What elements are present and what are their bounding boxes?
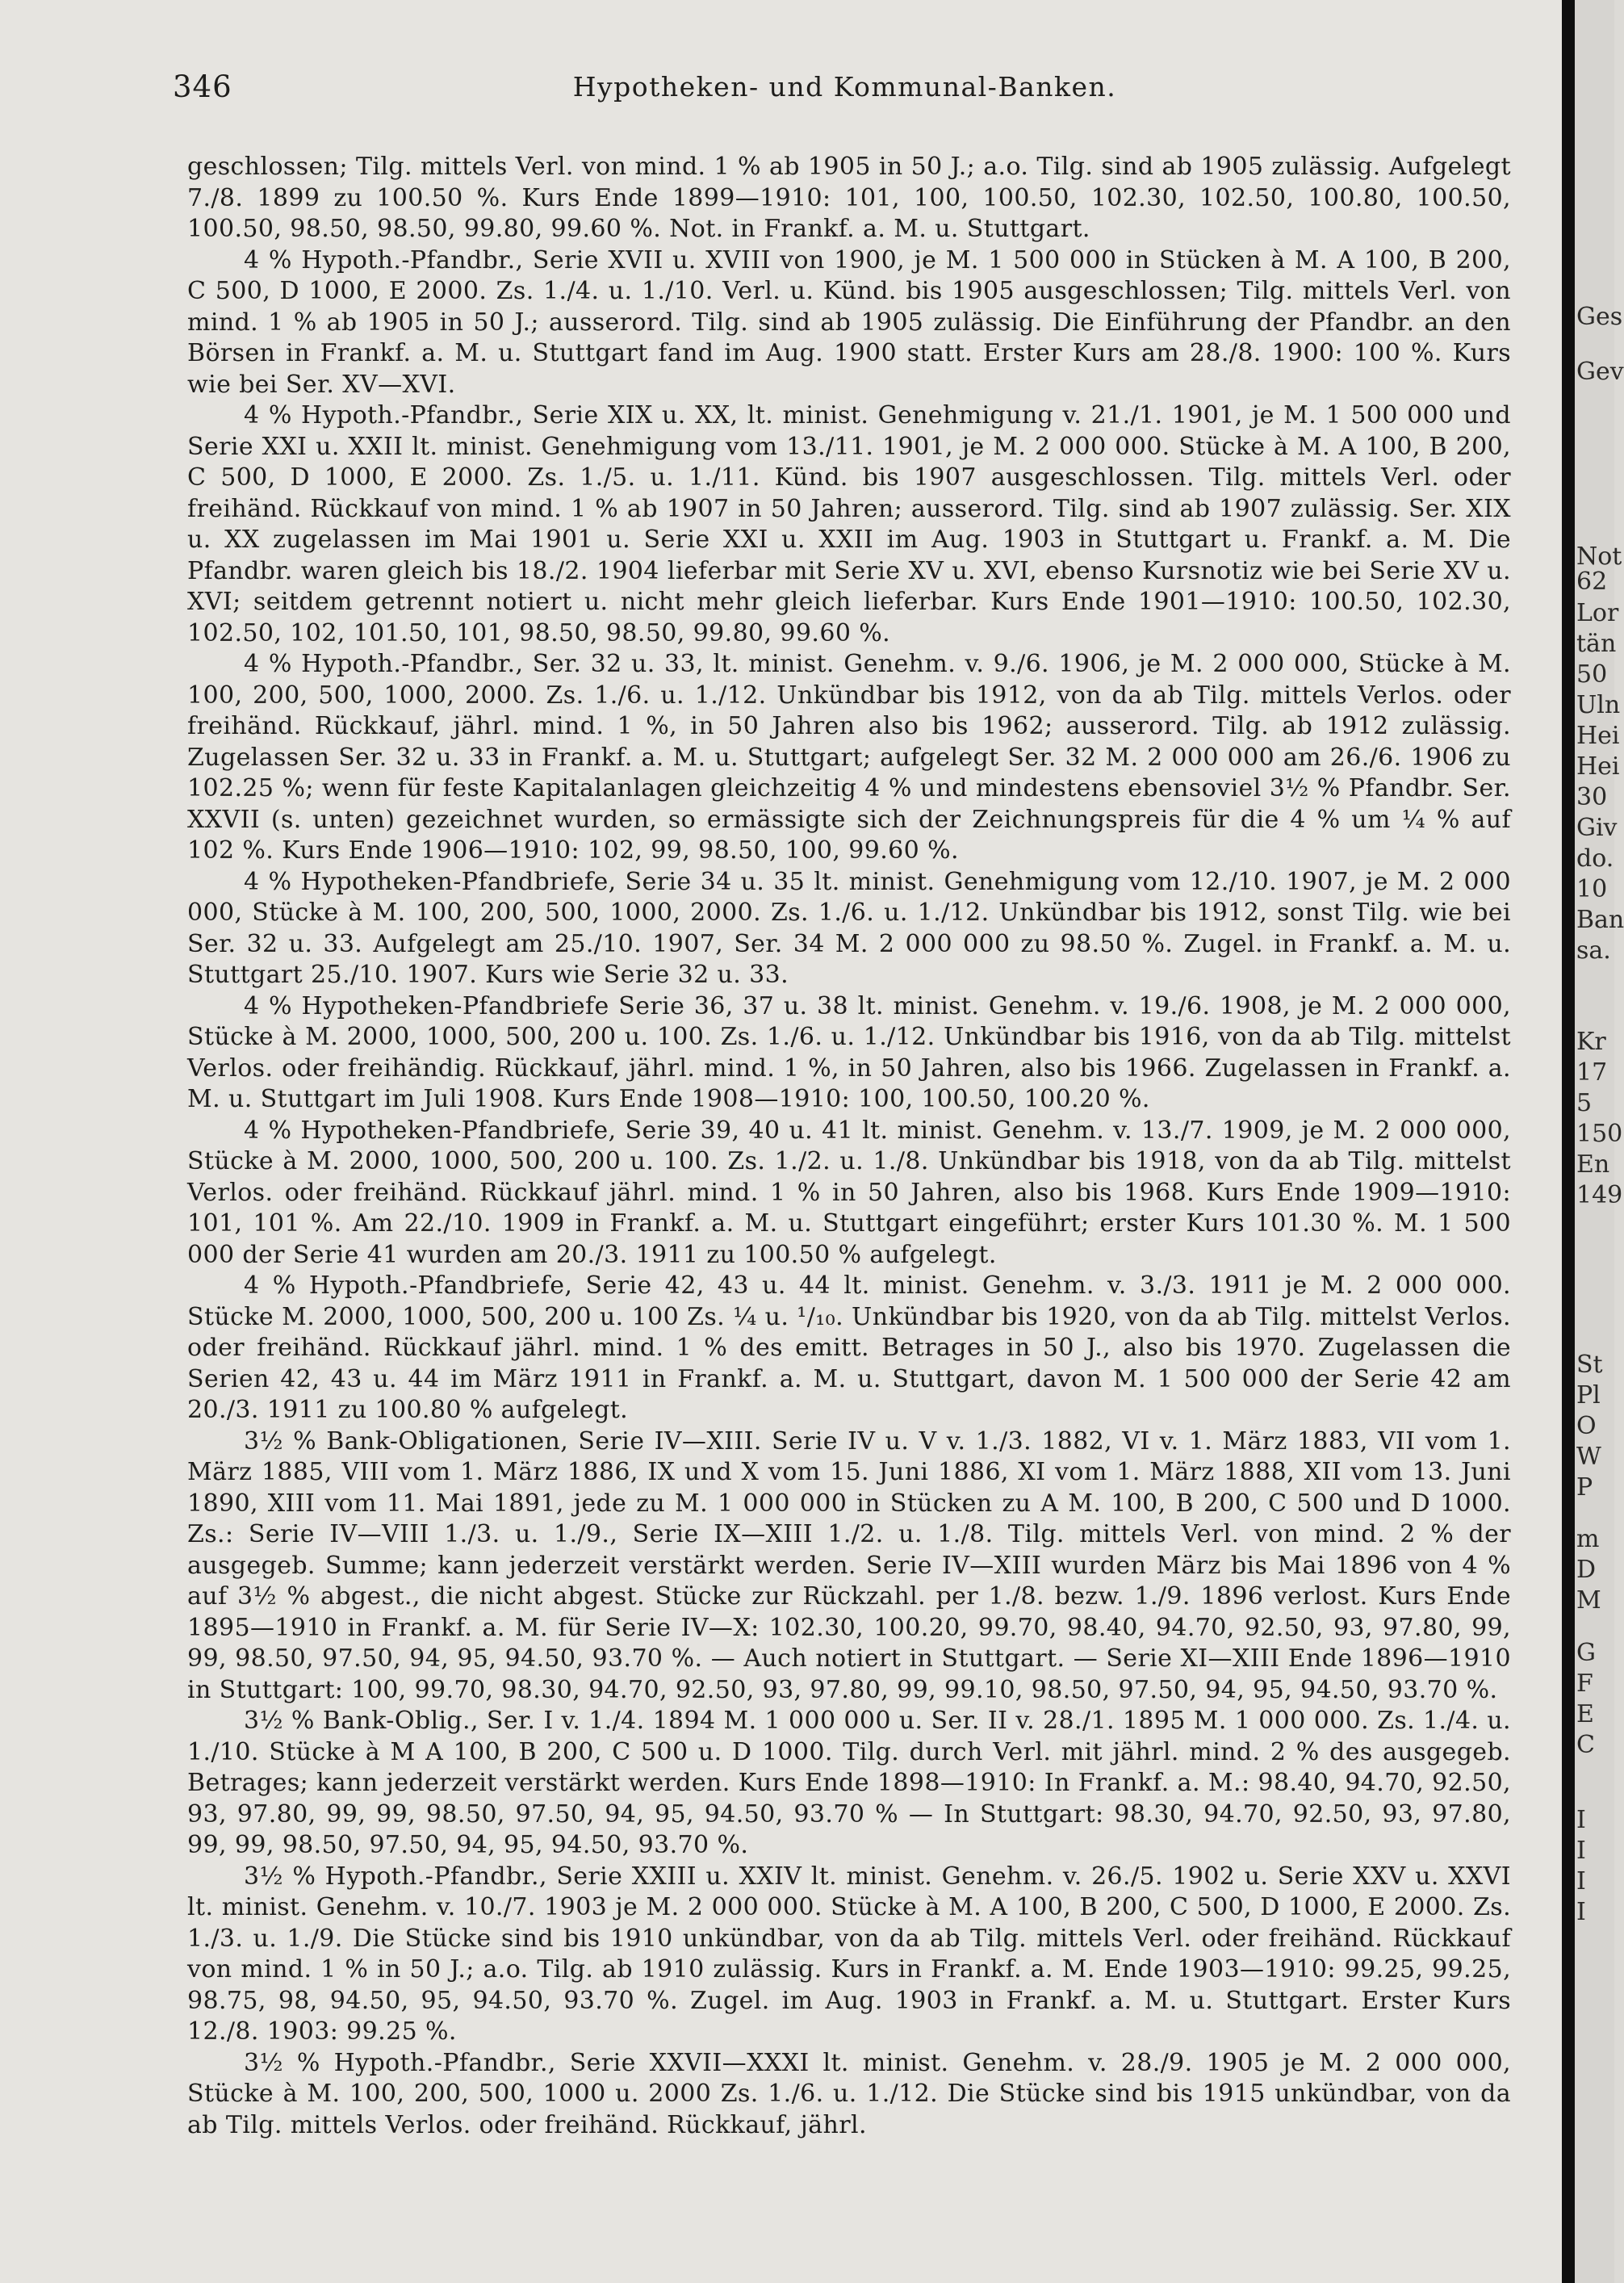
paragraph-bank-obligationen-iv-xiii: 3½ % Bank-Obligationen, Serie IV—XIII. Serie IV u. V v. 1./3. 1882, VI v. 1. März 1883, VII vom 1. März 1885, VIII vom 1. März 1886, IX und X vom 15. Juni 1886, XI vom 1. März 1888, XII vom 13. Juni 1890, XIII vom 11. Mai 1891, jede zu M. 1 000 000 in Stücken zu A M. 100, B 200, C 500 und D 1000. Zs.: Serie IV—VIII 1./3. u. 1./9., Serie IX—XIII 1./2. u. 1./8. Tilg. mittels Verl. von mind. 2 % der ausgegeb. Summe; kann jederzeit verstärkt werden. Serie IV—XIII wurden März bis Mai 1896 von 4 % auf 3½ % abgest., die nicht abgest. Stücke zur Rückzahl. per 1./8. bezw. 1./9. 1896 verlost. Kurs Ende 1895—1910 in Frankf. a. M. für Serie IV—X: 102.30, 100.20, 99.70, 98.40, 94.70, 92.50, 93, 97.80, 99, 99, 98.50, 97.50, 94, 95, 94.50, 93.70 %. — Auch notiert in Stuttgart. — Serie XI—XIII Ende 1896—1910 in Stuttgart: 100, 99.70, 98.30, 94.70, 92.50, 93, 97.80, 99, 99.10, 98.50, 97.50, 94, 95, 94.50, 93.70 %. [187,1426,1511,1704]
adjacent-fragment: I [1576,1898,1586,1926]
adjacent-fragment: Lor [1576,599,1619,627]
running-title: Hypotheken- und Kommunal-Banken. [572,71,1117,103]
adjacent-fragment: En [1576,1150,1610,1179]
adjacent-fragment: I [1576,1867,1586,1896]
paragraph-ser-32-33: 4 % Hypoth.-Pfandbr., Ser. 32 u. 33, lt. minist. Genehm. v. 9./6. 1906, je M. 2 000 000, Stücke à M. 100, 200, 500, 1000, 2000. Zs. 1./6. u. 1./12. Unkündbar bis 1912, von da ab Tilg. mittels Verlos. oder freihänd. Rückkauf, jährl. mind. 1 %, in 50 Jahren also bis 1962; ausserord. Tilg. ab 1912 zulässig. Zugelassen Ser. 32 u. 33 in Frankf. a. M. u. Stuttgart; aufgelegt Ser. 32 M. 2 000 000 am 26./6. 1906 zu 102.25 %; wenn für feste Kapitalanlagen gleichzeitig 4 % und mindestens ebensoviel 3½ % Pfandbr. Ser. XXVII (s. unten) gezeichnet wurden, so ermässigte sich der Zeichnungspreis für die 4 % um ¼ % auf 102 %. Kurs Ende 1906—1910: 102, 99, 98.50, 100, 99.60 %. [187,650,1511,865]
adjacent-fragment: Kr [1576,1028,1606,1056]
adjacent-fragment: St [1576,1351,1603,1379]
paragraph-ser-xvii-xviii: 4 % Hypoth.-Pfandbr., Serie XVII u. XVIII von 1900, je M. 1 500 000 in Stücken à M. A 100, B 200, C 500, D 1000, E 2000. Zs. 1./4. u. 1./10. Verl. u. Künd. bis 1905 ausgeschlossen; Tilg. mittels Verl. von mind. 1 % ab 1905 in 50 J.; ausserord. Tilg. sind ab 1905 zulässig. Die Einführung der Pfandbr. an den Börsen in Frankf. a. M. u. Stuttgart fand im Aug. 1900 statt. Erster Kurs am 28./8. 1900: 100 %. Kurs wie bei Ser. XV—XVI. [187,245,1511,399]
adjacent-fragment: E [1576,1700,1594,1728]
paragraph-bank-oblig-i-ii: 3½ % Bank-Oblig., Ser. I v. 1./4. 1894 M. 1 000 000 u. Ser. II v. 28./1. 1895 M. 1 000 000. Zs. 1./4. u. 1./10. Stücke à M A 100, B 200, C 500 u. D 1000. Tilg. durch Verl. mit jährl. mind. 2 % des ausgegeb. Betrages; kann jederzeit verstärkt werden. Kurs Ende 1898—1910: In Frankf. a. M.: 98.40, 94.70, 92.50, 93, 97.80, 99, 99, 98.50, 97.50, 94, 95, 94.50, 93.70 % — In Stuttgart: 98.30, 94.70, 92.50, 93, 97.80, 99, 99, 98.50, 97.50, 94, 95, 94.50, 93.70 %. [187,1707,1511,1859]
paragraph-ser-34-35: 4 % Hypotheken-Pfandbriefe, Serie 34 u. 35 lt. minist. Genehmigung vom 12./10. 1907, je M. 2 000 000, Stücke à M. 100, 200, 500, 1000, 2000. Zs. 1./6. u. 1./12. Unkündbar bis 1912, sonst Tilg. wie bei Ser. 32 u. 33. Aufgelegt am 25./10. 1907, Ser. 34 M. 2 000 000 zu 98.50 %. Zugel. in Frankf. a. M. u. Stuttgart 25./10. 1907. Kurs wie Serie 32 u. 33. [187,867,1511,989]
page-header [173,69,1517,105]
adjacent-fragment: 149 [1576,1181,1623,1209]
paragraph-continuation: geschlossen; Tilg. mittels Verl. von mind. 1 % ab 1905 in 50 J.; a.o. Tilg. sind ab 1905 zulässig. Aufgelegt 7./8. 1899 zu 100.50 %. Kurs Ende 1899—1910: 101, 100, 100.50, 102.30, 102.50, 100.80, 100.50, 100.50, 98.50, 98.50, 99.80, 99.60 %. Not. in Frankf. a. M. u. Stuttgart. [187,153,1511,243]
adjacent-fragment: W [1576,1443,1601,1471]
adjacent-fragment: 62 [1576,568,1608,596]
adjacent-fragment: M [1576,1586,1601,1615]
adjacent-fragment: I [1576,1806,1586,1834]
adjacent-fragment: tän [1576,630,1617,658]
adjacent-fragment: Ges [1576,303,1623,331]
adjacent-fragment: 17 [1576,1058,1608,1087]
adjacent-fragment: Giv [1576,814,1618,842]
adjacent-fragment: 5 [1576,1089,1593,1117]
body-text [187,152,1511,2275]
paragraph-ser-42-44: 4 % Hypoth.-Pfandbriefe, Serie 42, 43 u. 44 lt. minist. Genehm. v. 3./3. 1911 je M. 2 000 000. Stücke M. 2000, 1000, 500, 200 u. 100 Zs. ¼ u. ¹/₁₀. Unkündbar bis 1920, von da ab Tilg. mittelst Verlos. oder freihänd. Rückkauf jährl. mind. 1 % des emitt. Betrages in 50 J., also bis 1970. Zugelassen die Serien 42, 43 u. 44 im März 1911 in Frankf. a. M. u. Stuttgart, davon M. 1 500 000 der Serie 42 am 20./3. 1911 zu 100.80 % aufgelegt. [187,1271,1511,1424]
adjacent-fragment: Hei [1576,722,1620,750]
adjacent-fragment: Hei [1576,752,1620,781]
adjacent-fragment: Pl [1576,1381,1601,1410]
adjacent-fragment: I [1576,1837,1586,1865]
adjacent-fragment: 50 [1576,660,1608,689]
adjacent-fragment: Gev [1576,358,1624,386]
adjacent-fragment: Not [1576,542,1622,571]
adjacent-fragment: Uln [1576,691,1621,719]
adjacent-fragment: Ban [1576,906,1624,934]
adjacent-fragment: 150 [1576,1120,1623,1148]
adjacent-fragment: P [1576,1473,1593,1502]
paragraph-ser-39-41: 4 % Hypotheken-Pfandbriefe, Serie 39, 40 u. 41 lt. minist. Genehm. v. 13./7. 1909, je M. 2 000 000, Stücke à M. 2000, 1000, 500, 200 u. 100. Zs. 1./2. u. 1./8. Unkündbar bis 1918, von da ab Tilg. mittelst Verlos. oder freihänd. Rückkauf jährl. mind. 1 % in 50 Jahren, also bis 1968. Kurs Ende 1909—1910: 101, 101 %. Am 22./10. 1909 in Frankf. a. M. u. Stuttgart eingeführt; erster Kurs 101.30 %. M. 1 500 000 der Serie 41 wurden am 20./3. 1911 zu 100.50 % aufgelegt. [187,1116,1511,1269]
page-number: 346 [173,69,232,104]
adjacent-fragment: sa. [1576,936,1611,965]
adjacent-fragment: 30 [1576,783,1608,811]
paragraph-ser-36-38: 4 % Hypotheken-Pfandbriefe Serie 36, 37 u. 38 lt. minist. Genehm. v. 19./6. 1908, je M. 2 000 000, Stücke à M. 2000, 1000, 500, 200 u. 100. Zs. 1./6. u. 1./12. Unkündbar bis 1916, von da ab Tilg. mittelst Verlos. oder freihändig. Rückkauf, jährl. mind. 1 %, in 50 Jahren, also bis 1966. Zugelassen in Frankf. a. M. u. Stuttgart im Juli 1908. Kurs Ende 1908—1910: 100, 100.50, 100.20 %. [187,991,1511,1113]
adjacent-fragment: 10 [1576,875,1608,903]
adjacent-fragment: do. [1576,844,1614,873]
adjacent-fragment: G [1576,1639,1596,1667]
adjacent-fragment: C [1576,1731,1595,1759]
adjacent-fragment: m [1576,1525,1600,1553]
paragraph-ser-xix-xxii: 4 % Hypoth.-Pfandbr., Serie XIX u. XX, lt. minist. Genehmigung v. 21./1. 1901, je M. 1 500 000 und Serie XXI u. XXII lt. minist. Genehmigung vom 13./11. 1901, je M. 2 000 000. Stücke à M. A 100, B 200, C 500, D 1000, E 2000. Zs. 1./5. u. 1./11. Künd. bis 1907 ausgeschlossen. Tilg. mittels Verl. oder freihänd. Rückkauf von mind. 1 % ab 1907 in 50 Jahren; ausserord. Tilg. sind ab 1907 zulässig. Ser. XIX u. XX zugelassen im Mai 1901 u. Serie XXI u. XXII im Aug. 1903 in Stuttgart u. Frankf. a. M. Die Pfandbr. waren gleich bis 18./2. 1904 lieferbar mit Serie XV u. XVI, ebenso Kursnotiz wie bei Serie XV u. XVI; seitdem getrennt notiert u. nicht mehr gleich lieferbar. Kurs Ende 1901—1910: 100.50, 102.30, 102.50, 102, 101.50, 101, 98.50, 98.50, 99.80, 99.60 %. [187,401,1511,647]
adjacent-page-edge [1575,0,1624,2283]
paragraph-ser-xxiii-xxvi: 3½ % Hypoth.-Pfandbr., Serie XXIII u. XXIV lt. minist. Genehm. v. 26./5. 1902 u. Serie XXV u. XXVI lt. minist. Genehm. v. 10./7. 1903 je M. 2 000 000. Stücke à M. A 100, B 200, C 500, D 1000, E 2000. Zs. 1./3. u. 1./9. Die Stücke sind bis 1910 unkündbar, von da ab Tilg. mittels Verl. oder freihänd. Rückkauf von mind. 1 % in 50 J.; a.o. Tilg. ab 1910 zulässig. Kurs in Frankf. a. M. Ende 1903—1910: 99.25, 99.25, 98.75, 98, 94.50, 95, 94.50, 93.70 %. Zugel. im Aug. 1903 in Frankf. a. M. u. Stuttgart. Erster Kurs 12./8. 1903: 99.25 %. [187,1862,1511,2046]
paragraph-ser-xxvii-xxxi: 3½ % Hypoth.-Pfandbr., Serie XXVII—XXXI lt. minist. Genehm. v. 28./9. 1905 je M. 2 000 000, Stücke à M. 100, 200, 500, 1000 u. 2000 Zs. 1./6. u. 1./12. Die Stücke sind bis 1915 unkündbar, von da ab Tilg. mittels Verlos. oder freihänd. Rückkauf, jährl. [187,2048,1511,2139]
adjacent-fragment: D [1576,1556,1597,1584]
book-gutter [1562,0,1575,2283]
adjacent-fragment: F [1576,1669,1593,1698]
adjacent-fragment: O [1576,1412,1597,1440]
